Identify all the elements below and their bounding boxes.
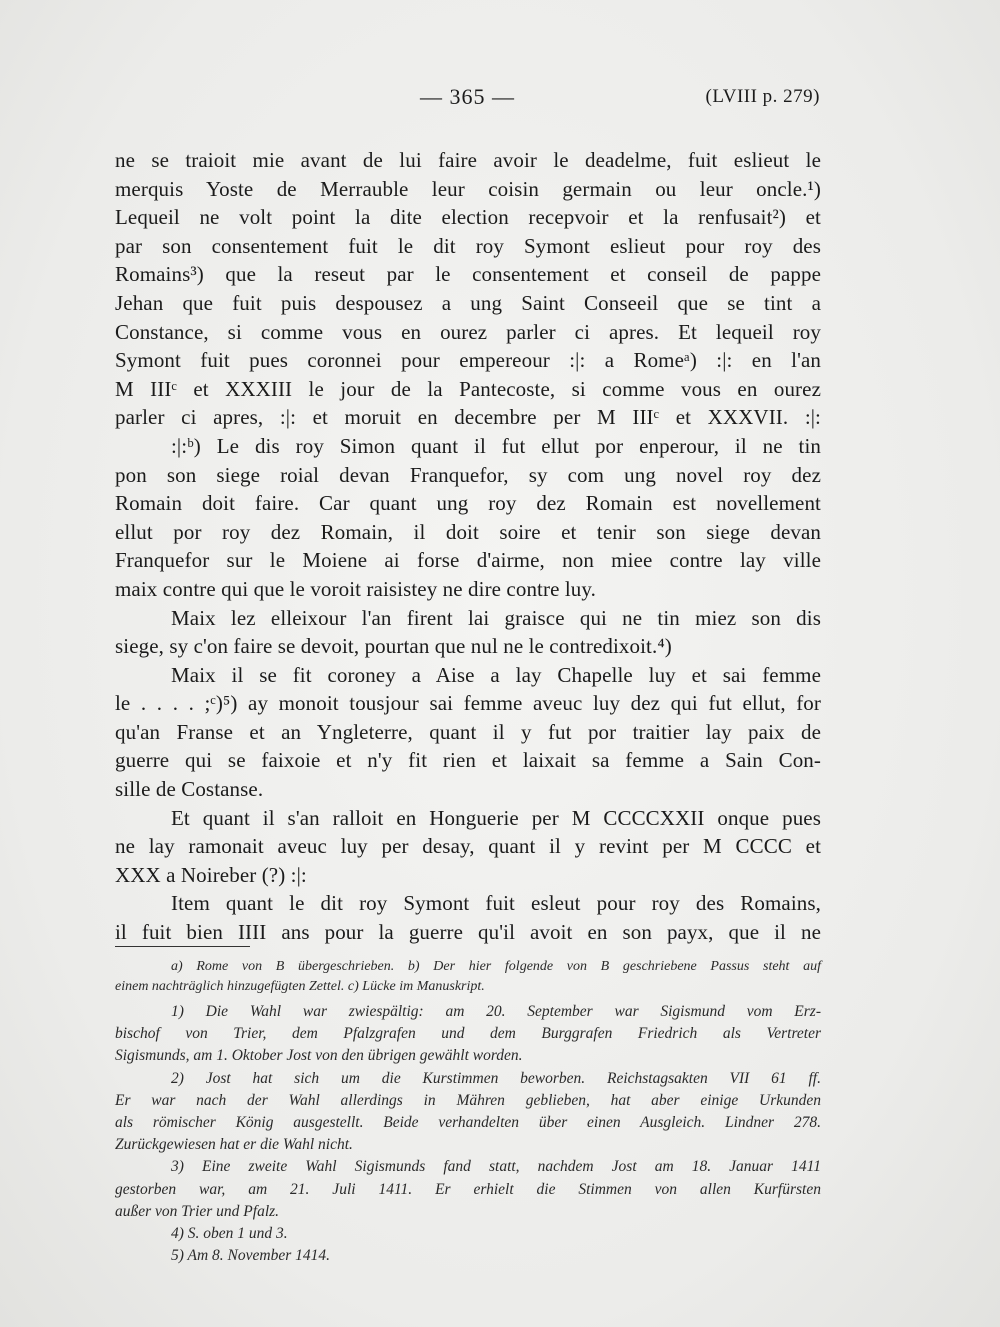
text-line: Et quant il s'an ralloit en Honguerie per M CCCCXXII onque pues (171, 805, 821, 830)
text-line: guerre qui se faixoie et n'y fit rien et laixait sa femme a Sain Con- (115, 748, 821, 773)
running-header (115, 84, 820, 118)
text-line: sille de Costanse. (115, 777, 264, 802)
footnote-line: 3) Eine zweite Wahl Sigismunds fand statt, nachdem Jost am 18. Januar 1411 (171, 1158, 821, 1176)
text-line: Lequeil ne volt point la dite election recepvoir et la renfusait²) et (115, 205, 821, 230)
page-reference: (LVIII p. 279) (705, 86, 820, 107)
footnote-line: 4) S. oben 1 und 3. (171, 1225, 288, 1243)
text-line: il fuit bien IIII ans pour la guerre qu'il avoit en son payx, que il ne (115, 920, 821, 945)
text-line: Constance, si comme vous en ourez parler ci apres. Et lequeil roy (115, 319, 821, 344)
text-line: Maix il se fit coroney a Aise a lay Chapelle luy et sai femme (171, 662, 821, 687)
footnote-line: als römischer König ausgestellt. Beide verhandelten über einen Ausgleich. Lindner 278. (115, 1114, 821, 1132)
footnote-line: 1) Die Wahl war zwiespältig: am 20. September war Sigismund vom Erz- (171, 1003, 821, 1020)
text-line: siege, sy c'on faire se devoit, pourtan que nul ne le contredixoit.⁴) (115, 634, 672, 659)
footnote-line: Er war nach der Wahl allerdings in Mähren geblieben, hat aber einige Urkunden (115, 1091, 821, 1109)
text-line: qu'an Franse et an Yngleterre, quant il y fut por traitier lay paix de (115, 719, 821, 744)
text-line: parler ci apres, :|: et moruit en decembre per M IIIᶜ et XXXVII. :|: (115, 405, 821, 430)
footnote-line: 5) Am 8. November 1414. (171, 1247, 330, 1265)
page-number: — 365 — (420, 84, 515, 109)
footnote-line: außer von Trier und Pfalz. (115, 1202, 280, 1220)
text-line: Franquefor sur le Moiene ai forse d'airme, non miee contre lay ville (115, 548, 821, 573)
text-line: Jehan que fuit puis despousez a ung Saint Conseeil que se tint a (115, 290, 821, 315)
footnotes (115, 957, 821, 1271)
text-line: merquis Yoste de Merrauble leur coisin germain ou leur oncle.¹) (115, 176, 821, 201)
text-line: Romains³) que la reseut par le consentement et conseil de pappe (115, 262, 821, 287)
critical-apparatus (115, 957, 821, 997)
text-line: maix contre qui que le voroit raisistey ne dire contre luy. (115, 576, 596, 601)
footnote-line: Sigismunds, am 1. Oktober Jost von den übrigen gewählt worden. (115, 1047, 523, 1065)
footnote-line: Zurückgewiesen hat er die Wahl nicht. (115, 1136, 353, 1154)
text-line: Item quant le dit roy Symont fuit esleut pour roy des Romains, (171, 891, 821, 916)
text-line: ne lay ramonait aveuc luy per desay, quant il y revint per M CCCC et (115, 834, 821, 859)
explanatory-notes (115, 1001, 821, 1267)
text-line: le . . . . ;ᶜ)⁵) ay monoit tousjour sai femme aveuc luy dez qui fut ellut, for (115, 691, 821, 716)
text-line: pon son siege roial devan Franquefor, sy com ung novel roy dez (115, 462, 821, 487)
text-line: :|:ᵇ) Le dis roy Simon quant il fut ellut por enperour, il ne tin (171, 433, 821, 458)
text-line: M IIIᶜ et XXXIII le jour de la Pantecoste, si comme vous en ourez (115, 376, 821, 401)
text-line: par son consentement fuit le dit roy Symont eslieut pour roy des (115, 233, 821, 258)
apparatus-line: a) Rome von B übergeschrieben. b) Der hier folgende von B geschriebene Passus steht auf (171, 959, 821, 974)
apparatus-line: einem nachträglich hinzugefügten Zettel. c) Lücke im Manuskript. (115, 979, 485, 994)
text-line: XXX a Noireber (?) :|: (115, 862, 307, 887)
text-line: ne se traioit mie avant de lui faire avoir le deadelme, fuit eslieut le (115, 148, 821, 172)
text-line: Symont fuit pues coronnei pour empereour :|: a Romeᵃ) :|: en l'an (115, 348, 821, 373)
footnote-line: 2) Jost hat sich um die Kurstimmen beworben. Reichstagsakten VII 61 ff. (171, 1069, 821, 1087)
text-line: Romain doit faire. Car quant ung roy dez Romain est novellement (115, 491, 821, 516)
footnote-line: bischof von Trier, dem Pfalzgrafen und dem Burggrafen Friedrich als Vertreter (115, 1025, 821, 1043)
main-text (115, 146, 821, 947)
text-line: Maix lez elleixour l'an firent lai graisce qui ne tin miez son dis (171, 605, 821, 630)
footnote-line: gestorben war, am 21. Juli 1411. Er erhielt die Stimmen von allen Kurfürsten (115, 1180, 821, 1198)
footnote-divider (115, 946, 250, 947)
text-line: ellut por roy dez Romain, il doit soire et tenir son siege devan (115, 519, 821, 544)
